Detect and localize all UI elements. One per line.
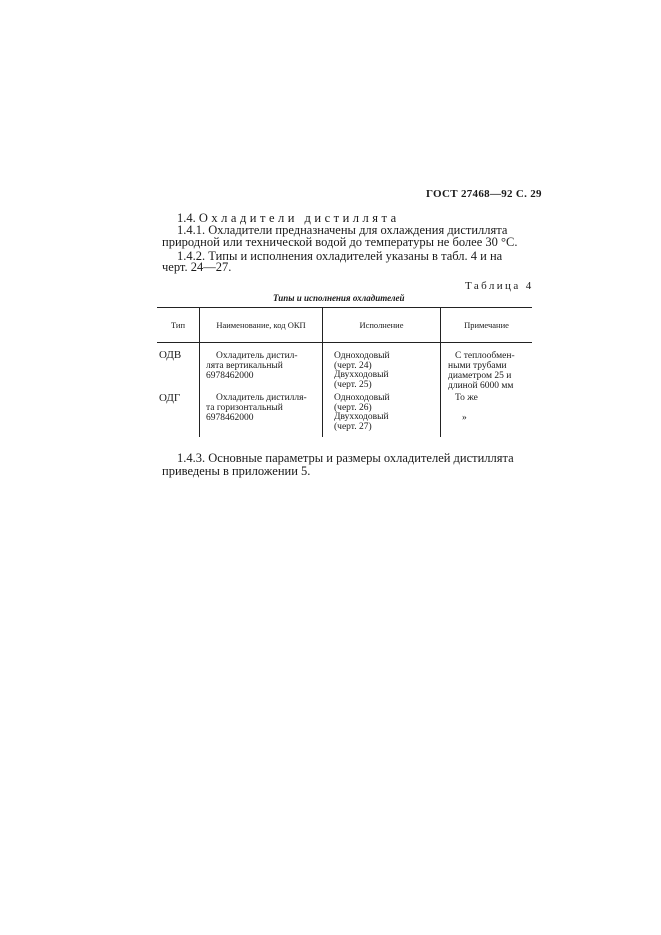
table-row-2-execution-line-1: Одноходовый (334, 393, 390, 403)
table-row-2-execution-line-2: (черт. 26) (334, 403, 372, 413)
section-number: 1.4. (177, 211, 196, 225)
table-row-2-note-line-2: » (462, 413, 467, 423)
table-header-note: Примечание (464, 320, 509, 330)
table-row-1-execution-line-2: (черт. 24) (334, 361, 372, 371)
table-row-1-name-line-3: 6978462000 (206, 371, 254, 381)
section-title-text: Охладители дистиллята (198, 211, 400, 225)
table-row-1-name-line-2: лята вертикальный (206, 361, 283, 371)
table-top-rule (157, 307, 532, 308)
table-row-1-execution-line-1: Одноходовый (334, 351, 390, 361)
table-row-1-note-line-1: С теплообмен- (455, 351, 515, 361)
table-row-1-note-line-3: диаметром 25 и (448, 371, 512, 381)
table-header-name: Наименование, код ОКП (216, 320, 306, 330)
paragraph-1-4-2-line-2: черт. 24—27. (162, 260, 232, 274)
table-header-rule (157, 342, 532, 343)
table-row-2-name-line-2: та горизонтальный (206, 403, 283, 413)
paragraph-1-4-2-line-1: 1.4.2. Типы и исполнения охладителей указаны в табл. 4 и на (177, 249, 503, 263)
table-row-2-type: ОДГ (159, 392, 181, 404)
table-row-1-execution-line-4: (черт. 25) (334, 380, 372, 390)
table-header-execution: Исполнение (359, 320, 404, 330)
paragraph-1-4-1-line-1: 1.4.1. Охладители предназначены для охлаждения дистиллята (177, 223, 508, 237)
table-row-1-note-line-2: ными трубами (448, 361, 507, 371)
table-row-1-execution-line-3: Двухходовый (334, 370, 389, 380)
table-label: Таблица 4 (465, 280, 534, 292)
table-row-2-note-line-1: То же (455, 393, 478, 403)
table-row-1-name-line-1: Охладитель дистил- (216, 351, 298, 361)
table-header-type: Тип (170, 320, 186, 330)
paragraph-1-4-3-line-1: 1.4.3. Основные параметры и размеры охладителей дистиллята (177, 451, 514, 465)
table-row-2-execution-line-3: Двухходовый (334, 412, 389, 422)
paragraph-1-4-3-line-2: приведены в приложении 5. (162, 464, 311, 478)
paragraph-1-4-1-line-2: природной или технической водой до температуры не более 30 °С. (162, 235, 518, 249)
table-row-2-execution-line-4: (черт. 27) (334, 422, 372, 432)
table-caption: Типы и исполнения охладителей (273, 293, 405, 303)
table-row-2-name-line-1: Охладитель дистилля- (216, 393, 307, 403)
page-header: ГОСТ 27468—92 С. 29 (426, 188, 542, 200)
table-row-1-type: ОДВ (159, 349, 182, 361)
table-row-2-name-line-3: 6978462000 (206, 413, 254, 423)
table-row-1-note-line-4: длиной 6000 мм (448, 381, 514, 391)
